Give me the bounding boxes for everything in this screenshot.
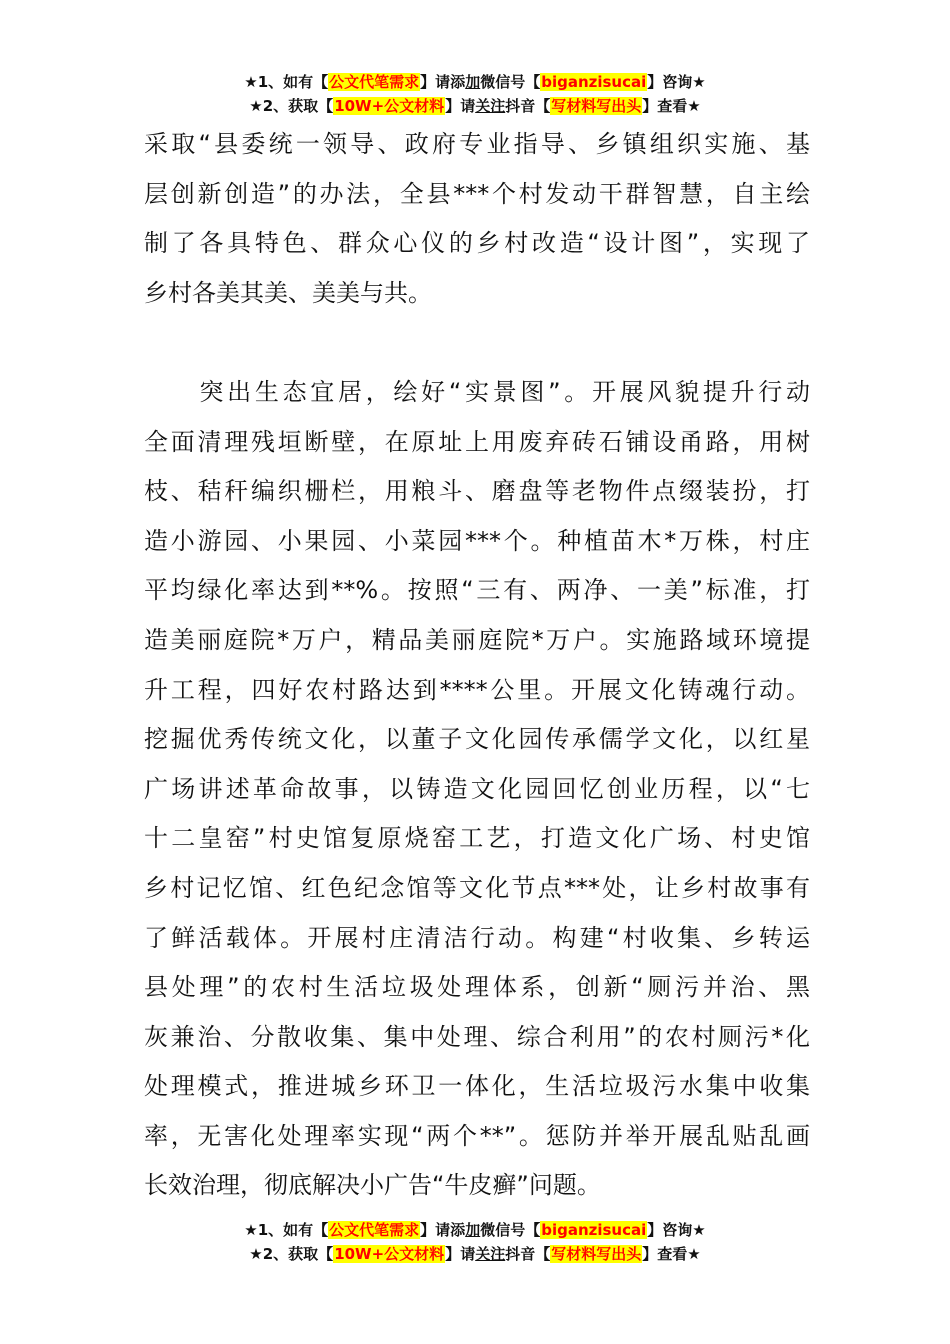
text-line: 长效治理，彻底解决小广告“牛皮癣”问题。 — [144, 1171, 601, 1200]
wechat-id-highlight: biganzisucai — [541, 1221, 647, 1239]
text-line: 处理模式，推进城乡环卫一体化，生活垃圾污水集中收集 — [144, 1072, 810, 1101]
promo-highlight: 公文代笔需求 — [329, 73, 420, 91]
text-line: 层创新创造”的办法，全县***个村发动干群智慧，自主绘 — [144, 179, 810, 208]
text-line: 突出生态宜居，绘好“实景图”。开展风貌提升行动 — [144, 377, 810, 406]
text-line: 枝、秸秆编织栅栏，用粮斗、磨盘等老物件点缀装扮，打 — [144, 477, 810, 506]
promo-highlight: 公文代笔需求 — [329, 1221, 420, 1239]
footer-promo-banner — [0, 1218, 950, 1266]
text-line: 乡村各美其美、美美与共。 — [144, 278, 432, 307]
text-line: 挖掘优秀传统文化，以董子文化园传承儒学文化，以红星 — [144, 725, 810, 754]
text-line: 造小游园、小果园、小菜园***个。种植苗木*万株，村庄 — [144, 526, 810, 555]
text-line: 造美丽庭院*万户，精品美丽庭院*万户。实施路域环境提 — [144, 625, 810, 654]
paragraph-2 — [144, 368, 810, 1211]
text-line: 灰兼治、分散收集、集中处理、综合利用”的农村厕污*化 — [144, 1022, 810, 1051]
text-line: 制了各具特色、群众心仪的乡村改造“设计图”，实现了 — [144, 229, 810, 258]
text-line: 平均绿化率达到**%。按照“三有、两净、一美”标准，打 — [144, 576, 810, 605]
douyin-account-highlight: 写材料写出头 — [551, 97, 642, 115]
paragraph-gap — [144, 318, 810, 368]
promo-highlight: 10W+公文材料 — [334, 97, 445, 115]
wechat-id-highlight: biganzisucai — [541, 73, 647, 91]
douyin-account-highlight: 写材料写出头 — [551, 1245, 642, 1263]
paragraph-1 — [144, 120, 810, 318]
promo-highlight: 10W+公文材料 — [334, 1245, 445, 1263]
text-line: 十二皇窑”村史馆复原烧窑工艺，打造文化广场、村史馆 — [144, 824, 810, 853]
promo-line-2: ★2、获取【10W+公文材料】请关注抖音【写材料写出头】查看★ — [249, 1245, 701, 1263]
text-line: 县处理”的农村生活垃圾处理体系，创新“厕污并治、黑 — [144, 973, 810, 1002]
text-line: 乡村记忆馆、红色纪念馆等文化节点***处，让乡村故事有 — [144, 873, 810, 902]
text-line: 全面清理残垣断壁，在原址上用废弃砖石铺设甬路，用树 — [144, 427, 810, 456]
text-line: 采取“县委统一领导、政府专业指导、乡镇组织实施、基 — [144, 130, 810, 158]
text-line: 广场讲述革命故事，以铸造文化园回忆创业历程，以“七 — [144, 774, 810, 803]
promo-line-2: ★2、获取【10W+公文材料】请关注抖音【写材料写出头】查看★ — [249, 97, 701, 115]
text-line: 升工程，四好农村路达到****公里。开展文化铸魂行动。 — [144, 675, 810, 704]
text-line: 率，无害化处理率实现“两个**”。惩防并举开展乱贴乱画 — [144, 1121, 810, 1150]
promo-line-1: ★1、如有【公文代笔需求】请添加微信号【biganzisucai】咨询★ — [244, 73, 706, 91]
header-promo-banner — [0, 70, 950, 118]
text-line: 了鲜活载体。开展村庄清洁行动。构建“村收集、乡转运 — [144, 923, 810, 952]
document-body — [144, 120, 810, 1211]
promo-line-1: ★1、如有【公文代笔需求】请添加微信号【biganzisucai】咨询★ — [244, 1221, 706, 1239]
